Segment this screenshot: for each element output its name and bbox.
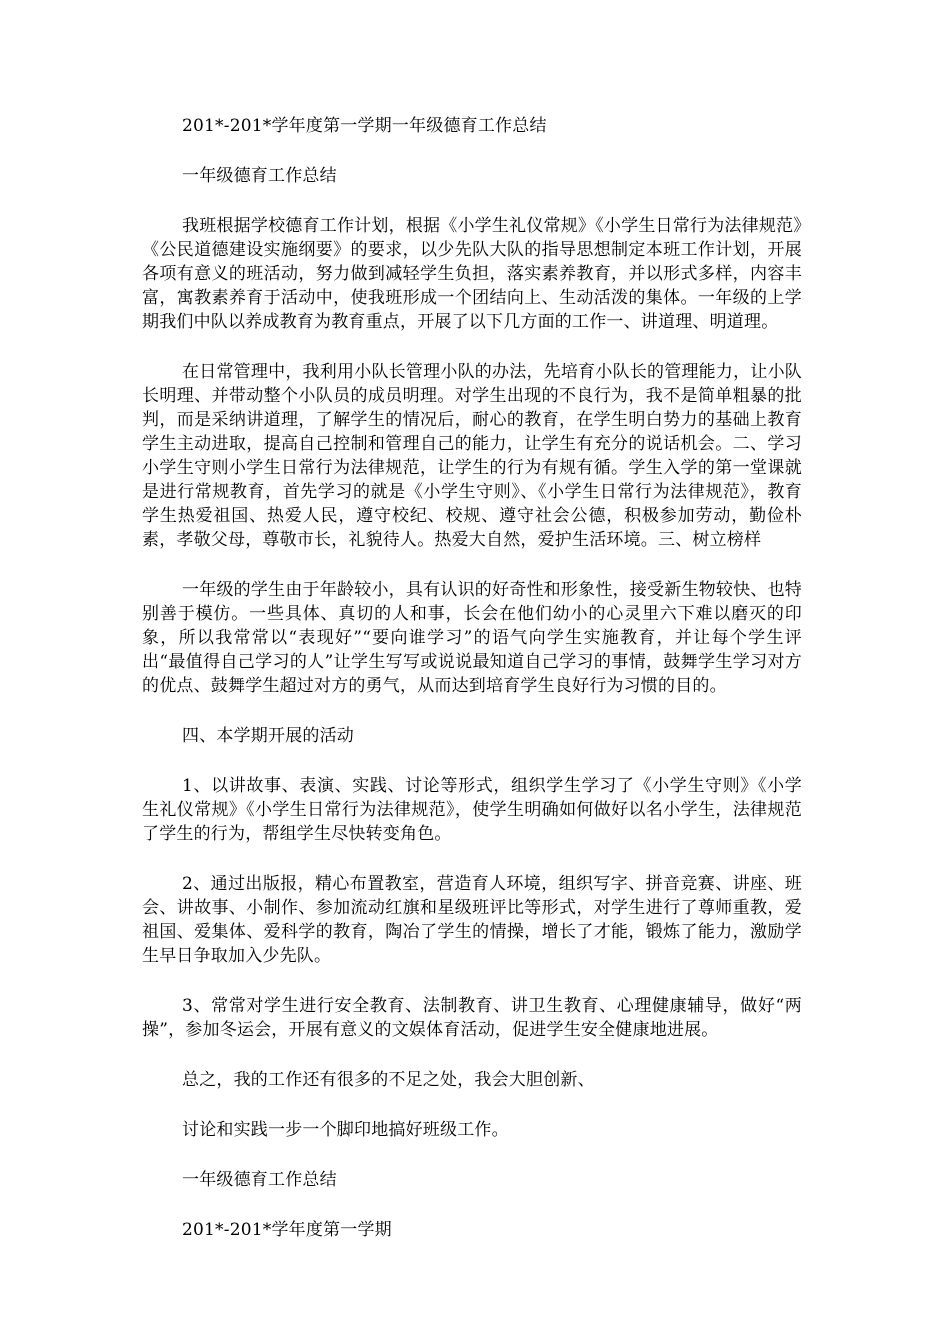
section-heading: 一年级德育工作总结 <box>182 166 337 186</box>
list-item: 3、常常对学生进行安全教育、法制教育、讲卫生教育、心理健康辅导，做好“两操”，参加冬运会，开展有意义的文娱体育活动，促进学生安全健康地进展。 <box>142 996 802 1040</box>
document-body <box>142 114 802 1268</box>
section-heading: 一年级德育工作总结 <box>182 1170 337 1190</box>
document-date-line: 201*-201*学年度第一学期 <box>182 1220 392 1240</box>
body-paragraph: 讨论和实践一步一个脚印地搞好班级工作。 <box>182 1120 509 1140</box>
list-item: 1、以讲故事、表演、实践、讨论等形式，组织学生学习了《小学生守则》《小学生礼仪常规》《小学生日常行为法律规范》，使学生明确如何做好以名小学生，法律规范了学生的行为，帮组学生尽快转变角色。 <box>142 776 802 844</box>
body-paragraph: 我班根据学校德育工作计划，根据《小学生礼仪常规》《小学生日常行为法律规范》《公民道德建设实施纲要》的要求，以少先队大队的指导思想制定本班工作计划，开展各项有意义的班活动，努力做到减轻学生负担，落实素养教育，并以形式多样，内容丰富，寓教素养育于活动中，使我班形成一个团结向上、生动活泼的集体。一年级的上学期我们中队以养成教育为教育重点，开展了以下几方面的工作一、讲道理、明道理。 <box>142 216 802 332</box>
section-heading: 四、本学期开展的活动 <box>182 726 354 746</box>
body-paragraph: 总之，我的工作还有很多的不足之处，我会大胆创新、 <box>182 1070 595 1090</box>
list-item: 2、通过出版报，精心布置教室，营造育人环境，组织写字、拼音竞赛、讲座、班会、讲故事、小制作、参加流动红旗和星级班评比等形式，对学生进行了尊师重教，爱祖国、爱集体、爱科学的教育，陶冶了学生的情操，增长了才能，锻炼了能力，激励学生早日争取加入少先队。 <box>142 874 802 966</box>
document-title: 201*-201*学年度第一学期一年级德育工作总结 <box>182 116 547 136</box>
body-paragraph: 一年级的学生由于年龄较小，具有认识的好奇性和形象性，接受新生物较快、也特别善于模仿。一些具体、真切的人和事，长会在他们幼小的心灵里六下难以磨灭的印象，所以我常常以“表现好”“要向谁学习”的语气向学生实施教育，并让每个学生评出“最值得自己学习的人”让学生写写或说说最知道自己学习的事情，鼓舞学生学习对方的优点、鼓舞学生超过对方的勇气，从而达到培育学生良好行为习惯的目的。 <box>142 580 802 696</box>
body-paragraph: 在日常管理中，我利用小队长管理小队的办法，先培育小队长的管理能力，让小队长明理、并带动整个小队员的成员明理。对学生出现的不良行为，我不是简单粗暴的批判，而是采纳讲道理，了解学生的情况后，耐心的教育，在学生明白势力的基础上教育学生主动进取，提高自己控制和管理自己的能力，让学生有充分的说话机会。二、学习小学生守则小学生日常行为法律规范，让学生的行为有规有循。学生入学的第一堂课就是进行常规教育，首先学习的就是《小学生守则》、《小学生日常行为法律规范》，教育学生热爱祖国、热爱人民，遵守校纪、校规、遵守社会公德，积极参加劳动，勤俭朴素，孝敬父母，尊敬市长，礼貌待人。热爱大自然，爱护生活环境。三、树立榜样 <box>142 362 802 550</box>
